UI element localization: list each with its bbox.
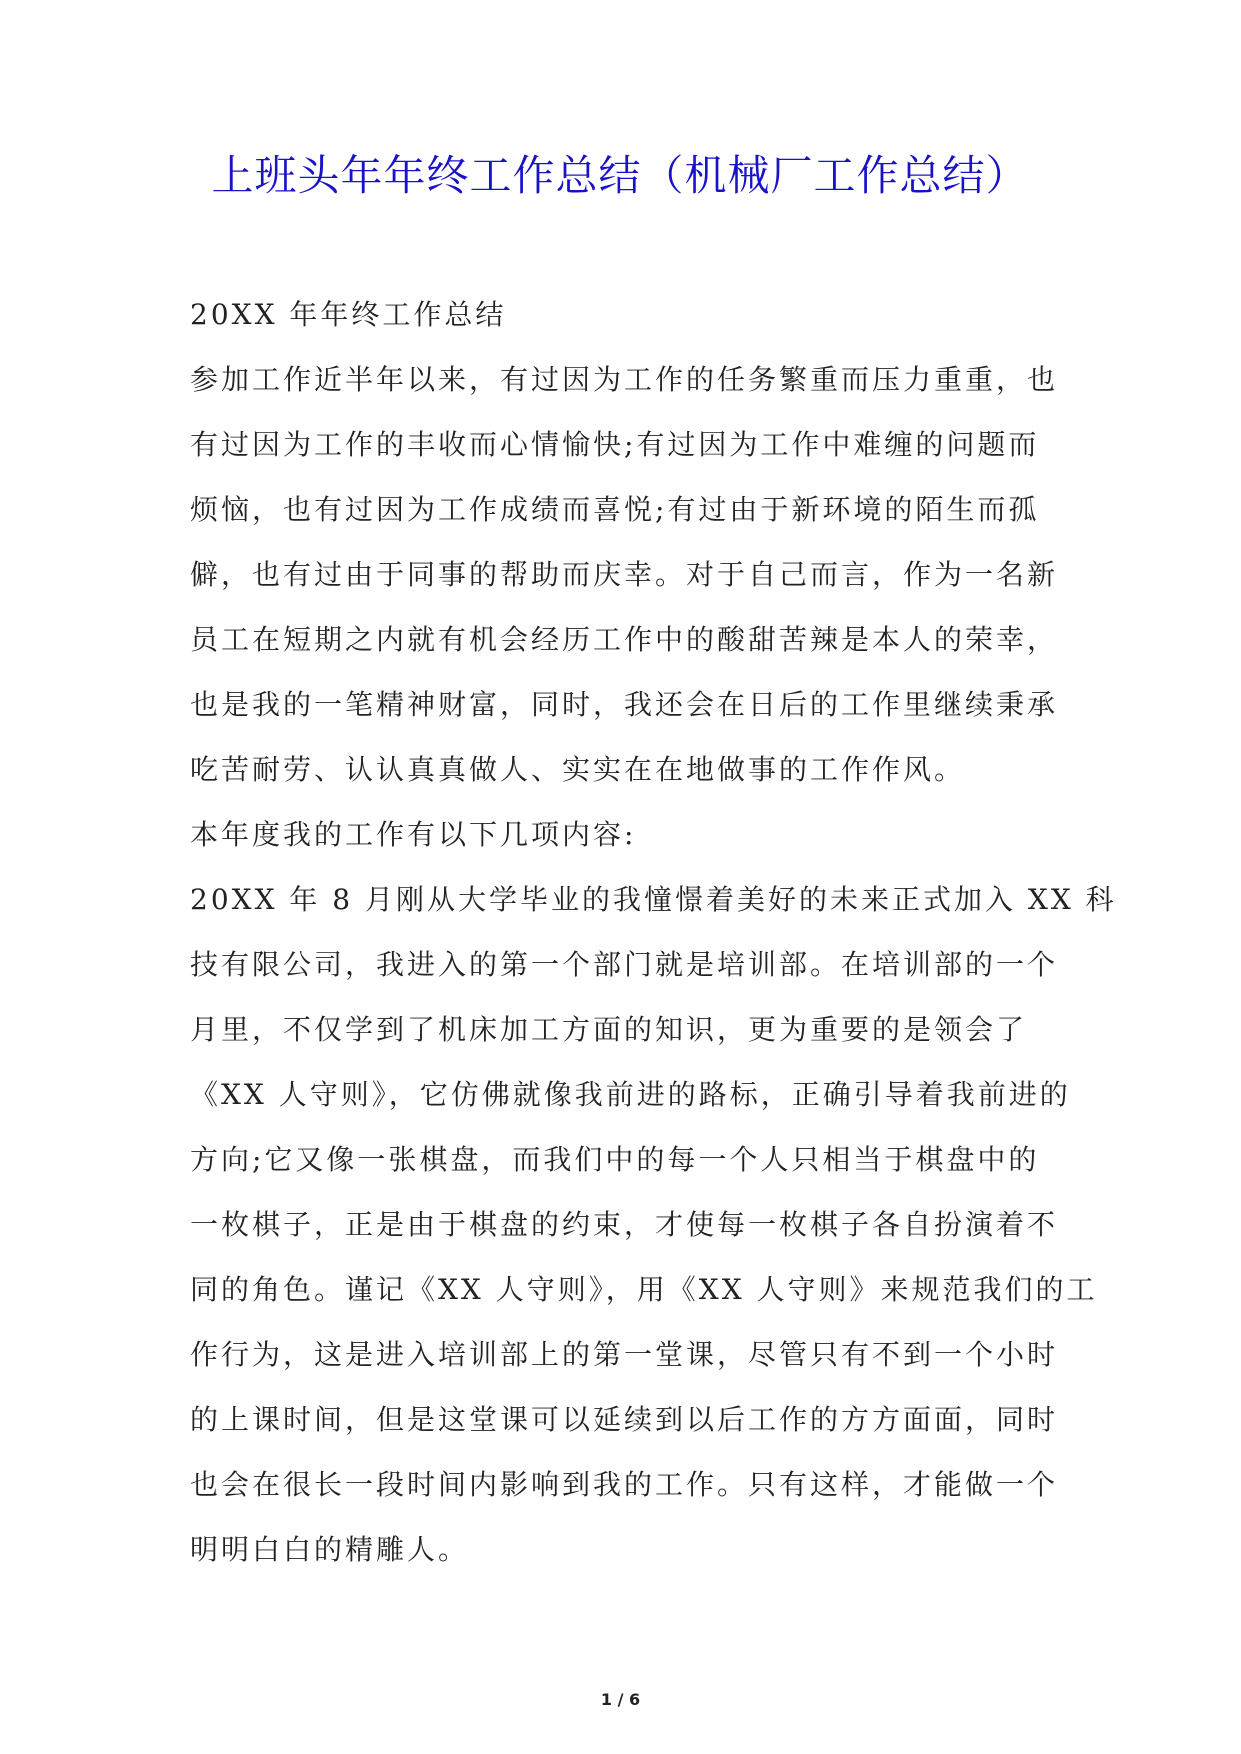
body-line: 一枚棋子，正是由于棋盘的约束，才使每一枚棋子各自扮演着不	[190, 1208, 1059, 1241]
body-line: 作行为，这是进入培训部上的第一堂课，尽管只有不到一个小时	[190, 1338, 1059, 1371]
body-line: 技有限公司，我进入的第一个部门就是培训部。在培训部的一个	[190, 948, 1059, 981]
document-title: 上班头年年终工作总结（机械厂工作总结）	[211, 151, 1029, 200]
body-line: 20XX 年年终工作总结	[190, 298, 507, 331]
document-body	[190, 282, 1117, 1582]
page-number: 1 / 6	[600, 1690, 641, 1709]
body-line: 明明白白的精雕人。	[190, 1533, 470, 1566]
body-line: 烦恼，也有过因为工作成绩而喜悦;有过由于新环境的陌生而孤	[190, 493, 1040, 526]
body-line: 本年度我的工作有以下几项内容:	[190, 818, 637, 851]
body-line: 也是我的一笔精神财富，同时，我还会在日后的工作里继续秉承	[190, 688, 1059, 721]
body-line: 方向;它又像一张棋盘，而我们中的每一个人只相当于棋盘中的	[190, 1143, 1040, 1176]
body-line: 吃苦耐劳、认认真真做人、实实在在地做事的工作作风。	[190, 753, 966, 786]
body-line: 也会在很长一段时间内影响到我的工作。只有这样，才能做一个	[190, 1468, 1059, 1501]
body-line: 员工在短期之内就有机会经历工作中的酸甜苦辣是本人的荣幸，	[190, 623, 1059, 656]
body-line: 月里，不仅学到了机床加工方面的知识，更为重要的是领会了	[190, 1013, 1028, 1046]
body-line: 的上课时间，但是这堂课可以延续到以后工作的方方面面，同时	[190, 1403, 1059, 1436]
body-line: 同的角色。谨记《XX 人守则》，用《XX 人守则》来规范我们的工	[190, 1273, 1098, 1306]
body-line: 有过因为工作的丰收而心情愉快;有过因为工作中难缠的问题而	[190, 428, 1040, 461]
body-line: 20XX 年 8 月刚从大学毕业的我憧憬着美好的未来正式加入 XX 科	[190, 883, 1117, 916]
body-line: 《XX 人守则》，它仿佛就像我前进的路标，正确引导着我前进的	[190, 1078, 1071, 1111]
body-line: 参加工作近半年以来，有过因为工作的任务繁重而压力重重，也	[190, 363, 1059, 396]
body-line: 僻，也有过由于同事的帮助而庆幸。对于自己而言，作为一名新	[190, 558, 1059, 591]
